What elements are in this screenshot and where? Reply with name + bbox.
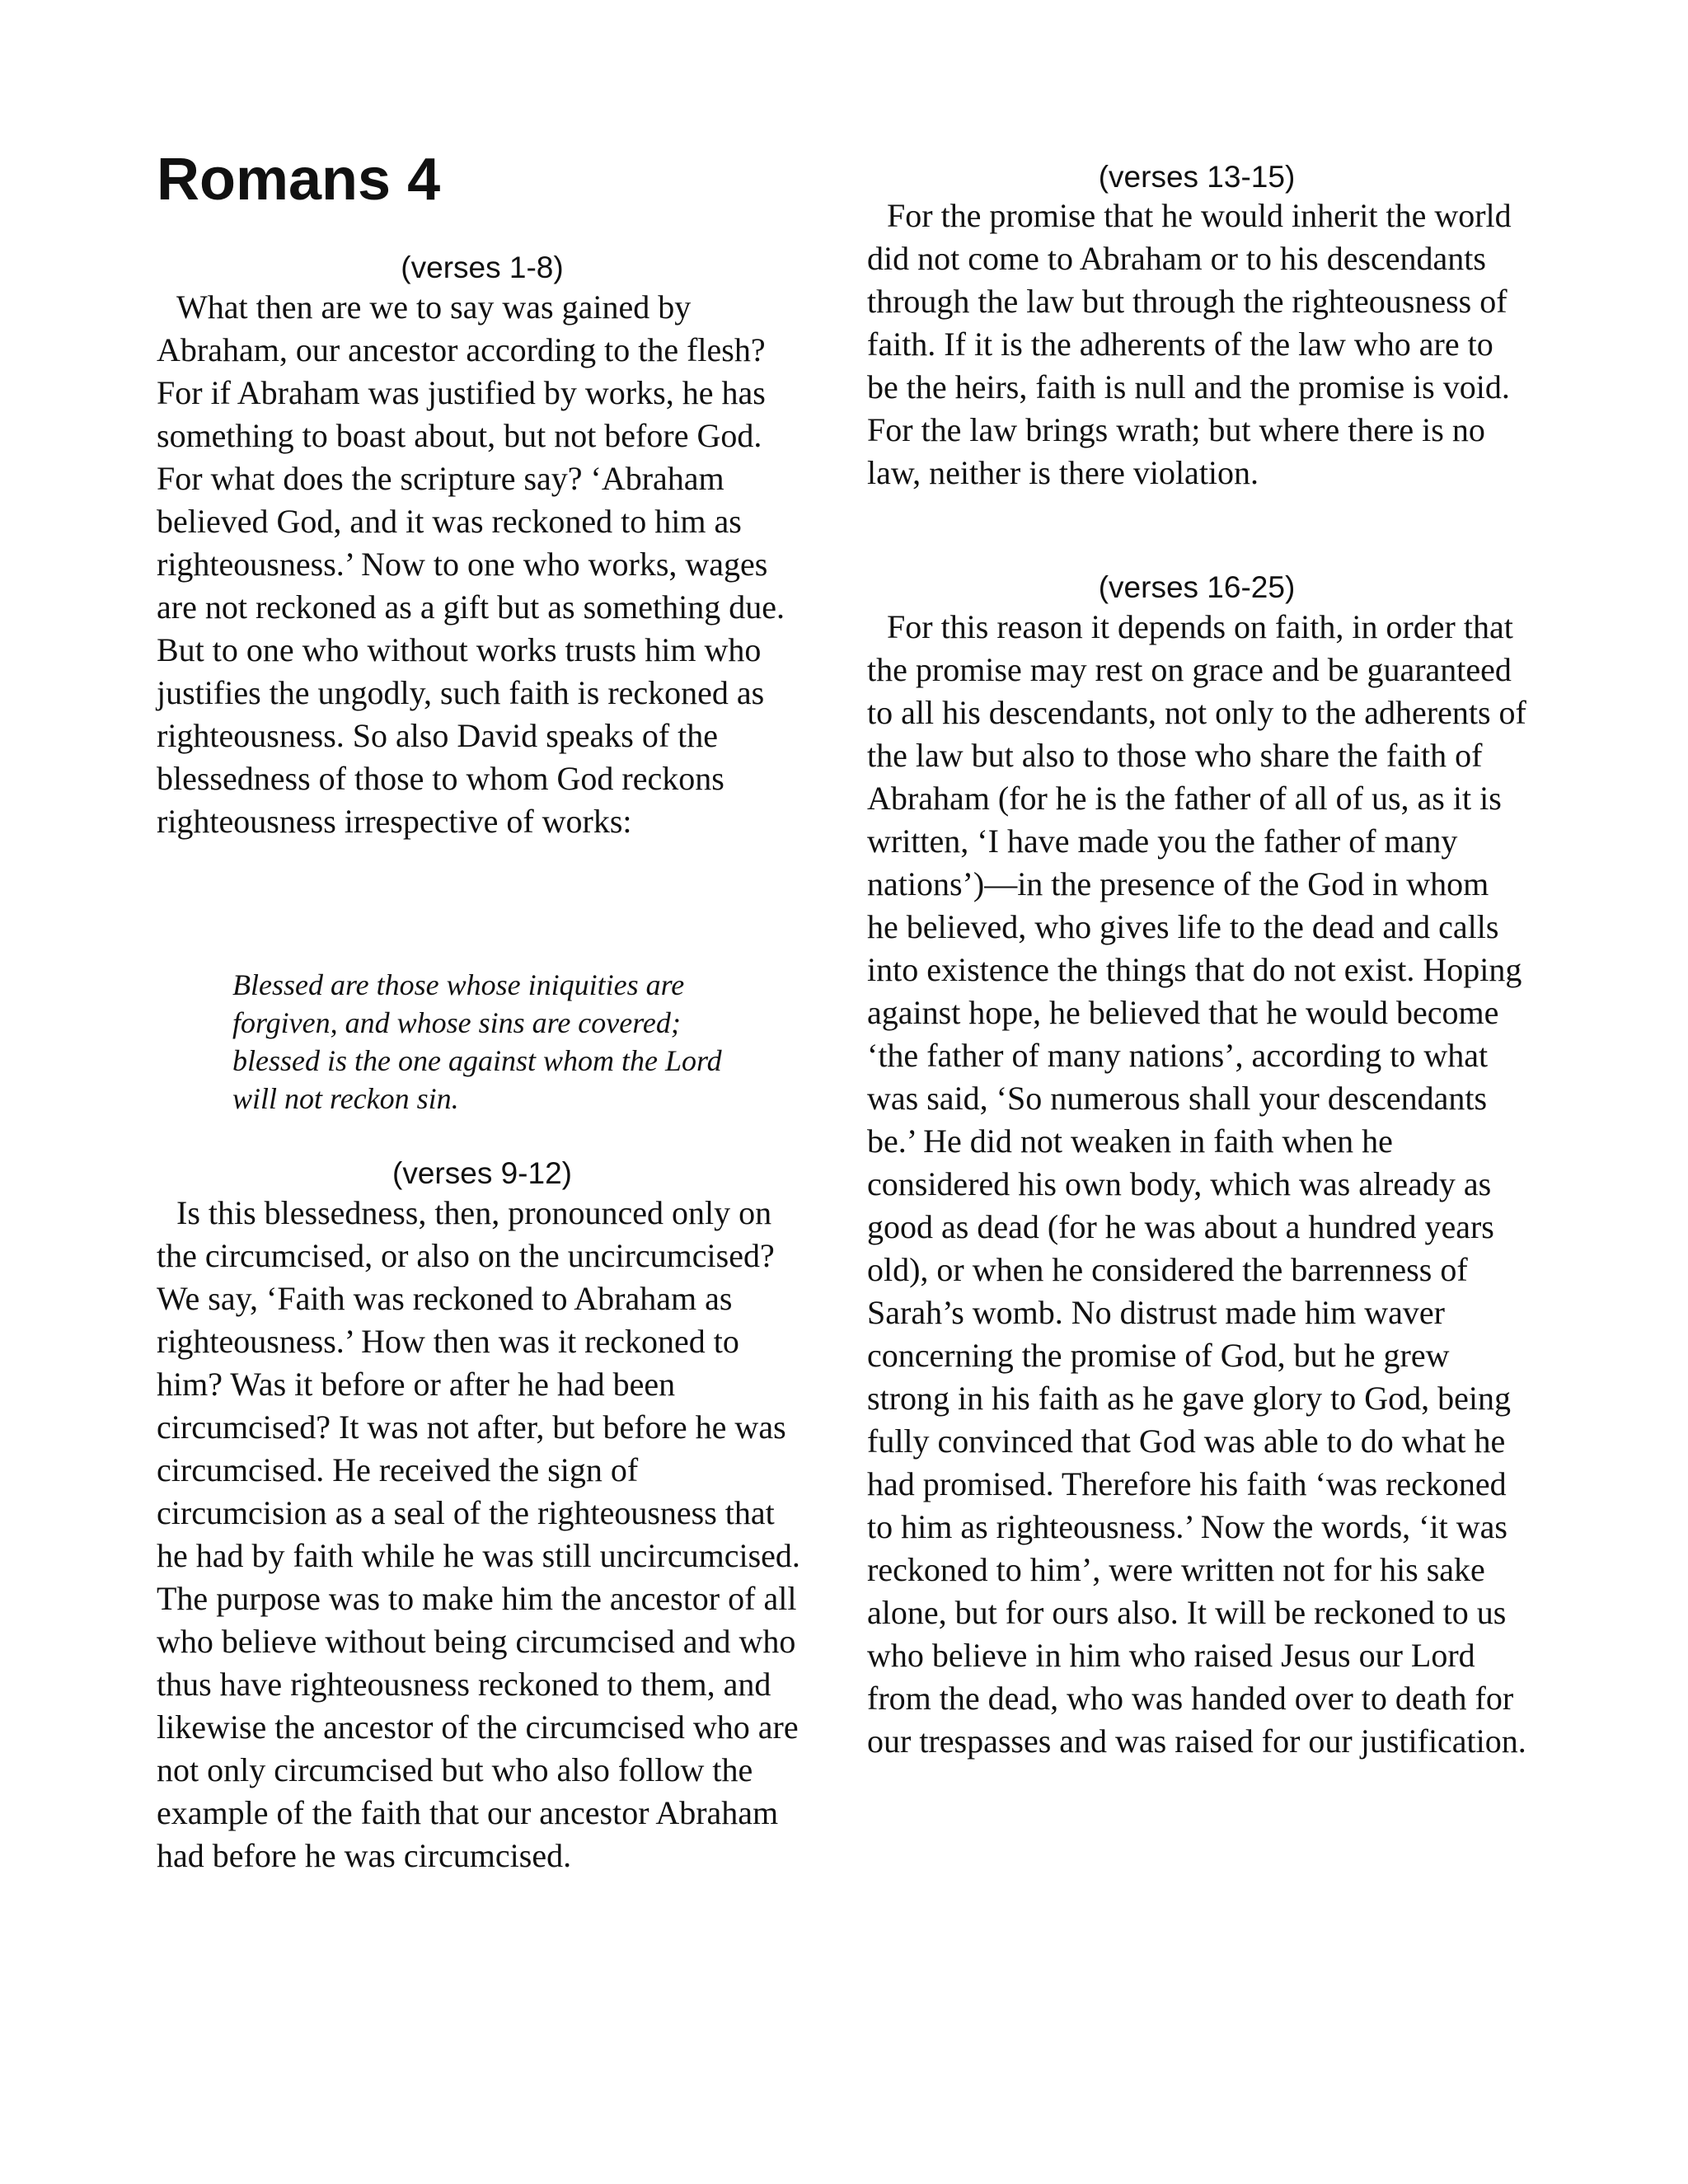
section-heading-verses-9-12: (verses 9-12) (392, 1156, 572, 1190)
passage-verses-9-12: Is this blessedness, then, pronounced only on the circumcised, or also on the uncircumcised? We say, ‘Faith was reckoned to Abraham as righteousness.’ How then was it reckoned to him? Was it before or after he had been circumcised? It was not after, but before he was circumcised. He received the sign of circumcision as a seal of the righteousness that he had by faith while he was still uncircumcised. The purpose was to make him the ancestor of all who believe without being circumcised and who thus have righteousness reckoned to them, and likewise the ancestor of the circumcised who are not only circumcised but who also follow the example of the faith that our ancestor Abraham had before he was circumcised. (157, 1194, 800, 1874)
section-heading-verses-16-25: (verses 16-25) (1098, 570, 1296, 604)
section-heading-verses-1-8: (verses 1-8) (401, 251, 564, 284)
passage-verses-16-25: For this reason it depends on faith, in order that the promise may rest on grace and be guaranteed to all his descendants, not only to the adherents of the law but also to those who share the faith of Abraham (for he is the father of all of us, as it is written, ‘I have made you the father of many nations’)—in the presence of the God in whom he believed, who gives life to the dead and calls into existence the things that do not exist. Hoping against hope, he believed that he would become ‘the father of many nations’, according to what was said, ‘So numerous shall your descendants be.’ He did not weaken in faith when he considered his own body, which was already as good as dead (for he was about a hundred years old), or when he considered the barrenness of Sarah’s womb. No distrust made him waver concerning the promise of God, but he grew strong in his faith as he gave glory to God, being fully convinced that God was able to do what he had promised. Therefore his faith ‘was reckoned to him as righteousness.’ Now the words, ‘it was reckoned to him’, were written not for his sake alone, but for ours also. It will be reckoned to us who believe in him who raised Jesus our Lord from the dead, who was handed over to death for our trespasses and was raised for our justification. (867, 608, 1526, 1760)
page-title: Romans 4 (157, 147, 441, 213)
passage-verses-13-15: For the promise that he would inherit the world did not come to Abraham or to his descendants through the law but through the righteousness of faith. If it is the adherents of the law who are to be the heirs, faith is null and the promise is void. For the law brings wrath; but where there is no law, neither is there violation. (867, 197, 1512, 491)
block-quote: Blessed are those whose iniquities are forgiven, and whose sins are covered; blessed is the one against whom the Lord will not reckon sin. (232, 968, 722, 1115)
passage-verses-1-8: What then are we to say was gained by Abraham, our ancestor according to the flesh? For if Abraham was justified by works, he has something to boast about, but not before God. For what does the scripture say? ‘Abraham believed God, and it was reckoned to him as righteousness.’ Now to one who works, wages are not reckoned as a gift but as something due. But to one who without works trusts him who justifies the ungodly, such faith is reckoned as righteousness. So also David speaks of the blessedness of those to whom God reckons righteousness irrespective of works: (157, 288, 785, 840)
section-heading-verses-13-15: (verses 13-15) (1098, 160, 1296, 194)
